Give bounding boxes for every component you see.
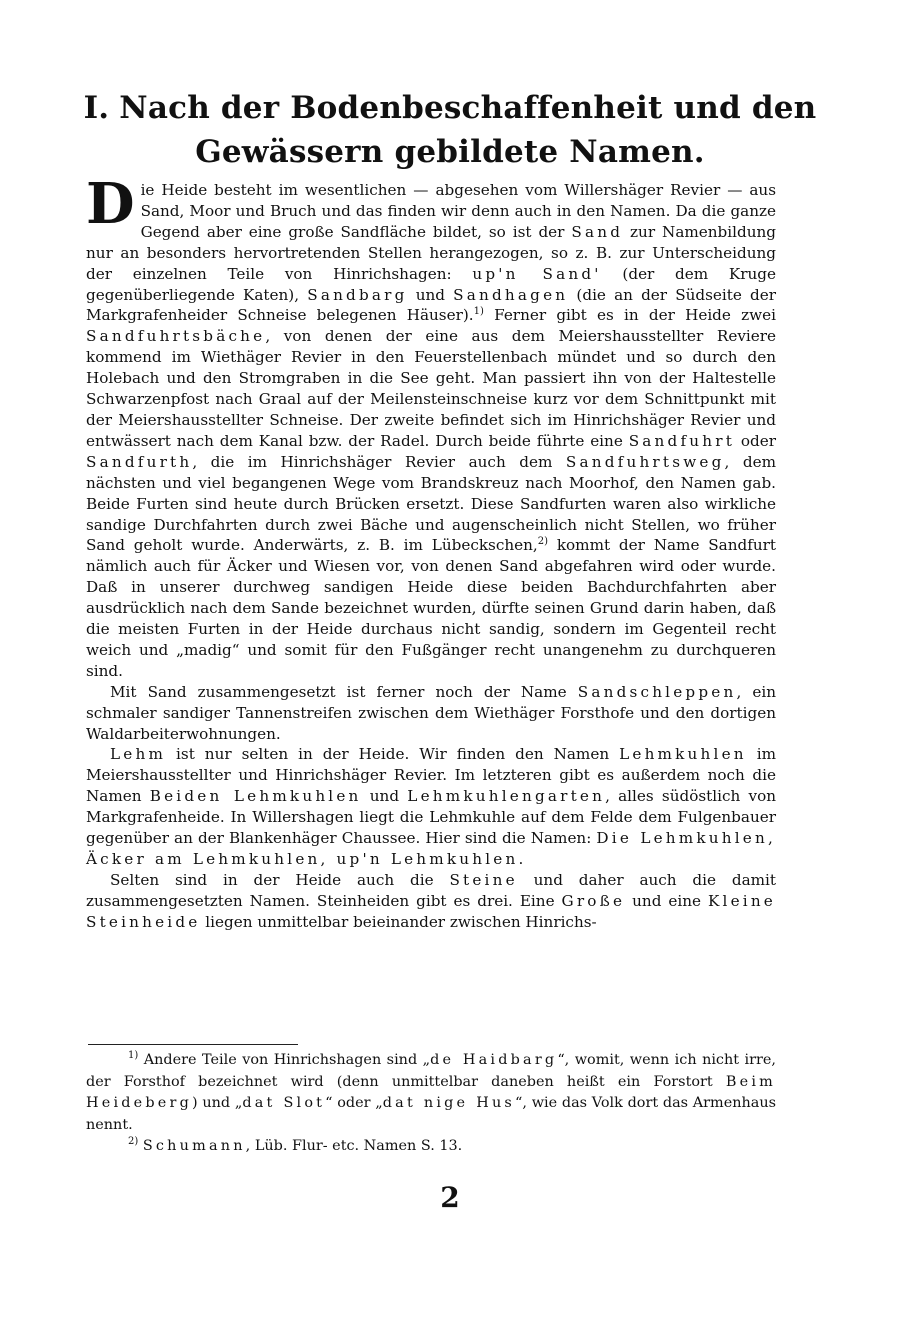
spaced-term: Große [561, 891, 626, 910]
text-run: . [518, 850, 524, 868]
text-run: und [407, 285, 454, 304]
spaced-term: Sandfurth [86, 452, 193, 471]
text-run: , Lüb. Flur- etc. Namen S. 13. [245, 1138, 463, 1154]
spaced-term: Sandbarg [307, 285, 408, 304]
page-number: 2 [440, 1181, 460, 1214]
text-run: Selten sind in der Heide auch die [110, 870, 450, 889]
footnote-ref: 1) [473, 306, 484, 318]
text-run: , alles südöstlich von Markgrafenheide. In Willershagen liegt die Lehmkuhle auf dem Felde dem Fulgenbauer gegenüber an der Blankenhäger Chaussee. Hier sind die Namen: [86, 787, 776, 848]
text-run: und eine [625, 891, 708, 910]
footnote-1 [86, 1050, 776, 1136]
spaced-term: Sandfuhrtsbäche [86, 327, 266, 346]
spaced-term: Die Lehmkuhlen, Äcker am Lehmkuhlen, up'n Lehmkuhlen [86, 829, 776, 868]
paragraph-3 [86, 744, 776, 869]
chapter-number: I. [83, 90, 110, 126]
spaced-term: Lehmkuhlengarten [407, 787, 606, 806]
text-run: (die an der Südseite der Markgrafenheider Schneise belegenen Häuser). [86, 285, 776, 325]
spaced-term: Beim Heideberg [86, 1073, 776, 1111]
chapter-title: Nach der Bodenbeschaffenheit und den Gewässern gebildete Namen. [119, 90, 817, 170]
footnote-2 [86, 1136, 776, 1158]
footnote-ref: 1) [128, 1050, 139, 1062]
text-run: , ein schmaler sandiger Tannenstreifen zwischen dem Wiethäger Forsthofe und den dortigen Waldarbeiterwohnungen. [86, 682, 776, 743]
text-run: , von denen der eine aus dem Meiershausstellter Reviere kommend im Wiethäger Revier in den Feuerstellenbach mündet und so durch den Holebach und den Stromgraben in die See geht. Man passiert ihn von der Haltestelle Schwarzenpfost nach Graal auf der Meilensteinschneise kurz vor dem Schnittpunkt mit der Meiershausstellter Schneise. Der zweite befindet sich im Hinrichshäger Revier und entwässert nach dem Kanal bzw. der Radel. Durch beide führte eine [86, 327, 776, 450]
text-run: “, wie das Volk dort das Armenhaus nennt. [86, 1095, 776, 1133]
text-run: , dem nächsten und viel begangenen Wege vom Brandskreuz nach Moorhof, den Namen gab. Beide Furten sind heute durch Brücken ersetzt. Diese Sandfurten waren also wirkliche sandige Durchfahrten durch zwei Bäche und augenscheinlich nicht Stellen, wo früher Sand geholt wurde. Anderwärts, z. B. im Lübeckschen, [86, 452, 776, 555]
spaced-term: Sandschleppen [577, 682, 737, 701]
spaced-term: dat Slot [242, 1095, 326, 1111]
spaced-term: Sand [571, 222, 624, 241]
text-run: “ oder „ [325, 1095, 383, 1111]
spaced-term: Schumann [142, 1138, 246, 1154]
chapter-heading [80, 86, 820, 174]
spaced-term: Steine [449, 870, 518, 889]
paragraph-2 [86, 682, 776, 745]
drop-cap: D [86, 171, 135, 237]
text-run: im Meiershausstellter und Hinrichshäger Revier. Im letzteren gibt es außerdem noch die Namen [86, 745, 776, 806]
spaced-term: Kleine Steinheide [86, 891, 776, 931]
text-run: kommt der Name Sandfurt nämlich auch für Äcker und Wiesen vor, von denen Sand abgefahren wird oder wurde. Daß in unserer durchweg sandigen Heide diese beiden Bachdurchfahrten aber ausdrücklich nach dem Sande bezeichnet wurden, dürfte seinen Grund darin haben, daß die meisten Furten in der Heide durchaus nicht sandig, sondern im Gegenteil recht weich und „madig“ und somit für den Fußgänger recht unangenehm zu durchqueren sind. [86, 536, 776, 680]
body-text [86, 171, 777, 933]
spaced-term: Beiden Lehmkuhlen [149, 787, 362, 806]
spaced-term: Sandhagen [453, 285, 569, 304]
footnotes [86, 1050, 776, 1158]
text-run: ist nur selten in der Heide. Wir finden den Namen [166, 745, 620, 764]
text-run: Mit Sand zusammengesetzt ist ferner noch der Name [110, 682, 578, 701]
spaced-term: de Haidbarg [430, 1052, 558, 1068]
text-run: liegen unmittelbar beieinander zwischen Hinrichs- [200, 912, 597, 931]
text-run: “, womit, wenn ich nicht irre, der Forsthof bezeichnet wird (denn unmittelbar daneben heißt ein Forstort [86, 1052, 776, 1090]
text-run: (der dem Kruge gegenüberliegende Katen), [86, 264, 776, 304]
text-run: und daher auch die damit zusammengesetzten Namen. Steinheiden gibt es drei. Eine [86, 870, 777, 910]
text-run: oder [735, 431, 776, 450]
spaced-term: up'n Sand' [472, 264, 602, 283]
spaced-term: Sandfuhrtsweg [565, 452, 725, 471]
paragraph-1 [86, 171, 776, 682]
text-run: Andere Teile von Hinrichshagen sind „ [138, 1052, 431, 1068]
text-run: ie Heide besteht im wesentlichen — abgesehen vom Willershäger Revier — aus Sand, Moor und Bruch und das finden wir denn auch in den Namen. Da die ganze Gegend aber eine große Sandfläche bildet, so ist der [140, 181, 776, 241]
footnote-divider [88, 1044, 298, 1045]
text-run: zur Namenbildung nur an besonders hervortretenden Stellen herangezogen, so z. B. zur Unterscheidung der einzelnen Teile von Hinrichshagen: [86, 222, 776, 283]
spaced-term: Sandfuhrt [628, 431, 735, 450]
paragraph-4 [86, 870, 776, 933]
text-run: , die im Hinrichshäger Revier auch dem [192, 452, 566, 471]
spaced-term: Lehmkuhlen [619, 745, 747, 764]
text-run: und [361, 787, 408, 806]
text-run: ) und „ [192, 1095, 243, 1111]
spaced-term: dat nige Hus [382, 1095, 516, 1111]
footnote-ref: 2) [128, 1136, 139, 1148]
text-run: Ferner gibt es in der Heide zwei [483, 306, 776, 325]
spaced-term: Lehm [110, 745, 167, 764]
footnote-ref: 2) [537, 536, 548, 548]
